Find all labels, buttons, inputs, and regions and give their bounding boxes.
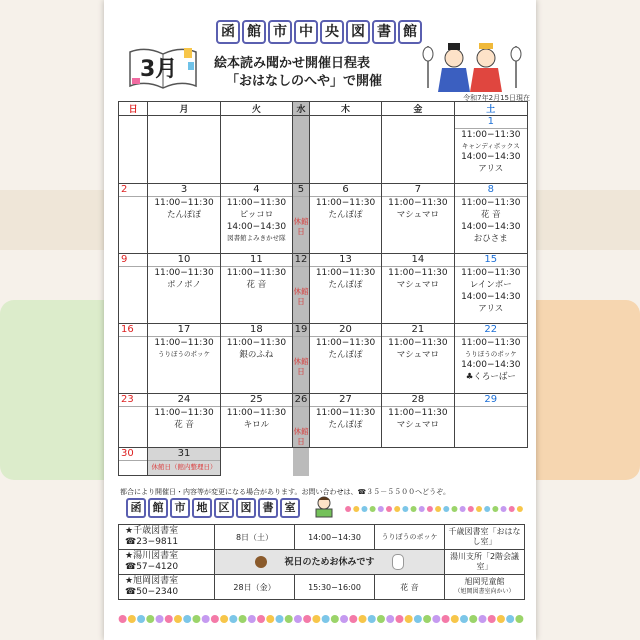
event-time: 11:00−11:30 <box>461 198 521 208</box>
event-group: 花 音 <box>174 420 194 430</box>
event-time: 11:00−11:30 <box>226 338 287 348</box>
flower-dot <box>345 506 351 512</box>
day-number: 2 <box>119 184 147 197</box>
flower-dot <box>411 506 417 512</box>
day-cell <box>382 448 454 476</box>
subtitle-line-1: 絵本読み聞かせ開催日程表 <box>214 56 371 71</box>
event-group: レインボー <box>469 280 512 290</box>
flower-dot <box>229 615 237 623</box>
flower-dot <box>478 615 486 623</box>
day-cell <box>382 254 454 324</box>
closed-label: 休館日 <box>293 427 309 446</box>
day-number: 16 <box>119 324 147 337</box>
flower-dot <box>460 615 468 623</box>
reading-child-icon <box>312 496 336 518</box>
branches-title-char: 函 <box>126 498 146 518</box>
day-number: 23 <box>119 394 147 407</box>
day-number: 3 <box>148 184 219 197</box>
day-cell <box>293 254 310 324</box>
day-cell <box>148 394 220 448</box>
flower-dot <box>275 615 283 623</box>
branch-tel: ☎57−4120 <box>125 562 179 572</box>
title-char: 央 <box>320 20 344 44</box>
title-char: 館 <box>242 20 266 44</box>
day-cell <box>119 116 148 184</box>
weekday-header-row <box>119 102 528 116</box>
event-time: 11:00−11:30 <box>388 408 448 418</box>
flower-dot <box>423 615 431 623</box>
day-cell <box>293 448 310 476</box>
branch-row <box>119 550 525 575</box>
day-number: 11 <box>221 254 292 267</box>
branch-tel: ☎23−9811 <box>125 537 179 547</box>
day-cell <box>220 448 292 476</box>
event-time: 11:00−11:30 <box>388 338 448 348</box>
event-group: 図書館よみきかせ隊 <box>227 234 286 242</box>
day-number: 5 <box>293 184 309 197</box>
branch-tel: ☎50−2340 <box>125 587 179 597</box>
weekday-sun: 日 <box>119 102 148 116</box>
title-char: 館 <box>398 20 422 44</box>
event-time: 11:00−11:30 <box>461 338 521 348</box>
branch-time: 14:00−14:30 <box>295 525 375 550</box>
branches-title-char: 図 <box>236 498 256 518</box>
flower-dot <box>386 615 394 623</box>
branch-holiday <box>215 550 445 575</box>
flower-dot <box>501 506 507 512</box>
day-cell <box>454 394 527 448</box>
event-group: キロル <box>243 420 270 430</box>
day-cell <box>220 324 292 394</box>
flower-dot <box>239 615 247 623</box>
day-cell <box>454 448 527 476</box>
weekday-thu: 木 <box>309 102 381 116</box>
day-number: 7 <box>382 184 453 197</box>
day-number: 14 <box>382 254 453 267</box>
day-cell <box>119 394 148 448</box>
flower-dot <box>515 615 523 623</box>
branches-table <box>118 524 525 600</box>
flower-dot <box>405 615 413 623</box>
branch-name: ★湯川図書室 <box>125 551 179 561</box>
event-time: 11:00−11:30 <box>461 268 521 278</box>
flower-dot <box>442 615 450 623</box>
week-row <box>119 116 528 184</box>
closed-label: 休館日 <box>293 287 309 306</box>
event-group: アリス <box>478 164 504 174</box>
flower-dot <box>165 615 173 623</box>
branch-group: 花 音 <box>375 575 445 600</box>
event-time: 11:00−11:30 <box>315 268 376 278</box>
flower-dot <box>427 506 433 512</box>
day-cell <box>382 324 454 394</box>
holiday-text: 祝日のためお休みです <box>284 557 375 568</box>
day-cell <box>309 324 381 394</box>
event-time: 11:00−11:30 <box>226 268 287 278</box>
branches-title-char: 市 <box>170 498 190 518</box>
week-row <box>119 324 528 394</box>
day-number: 24 <box>148 394 219 407</box>
day-cell <box>454 184 527 254</box>
day-number: 27 <box>310 394 381 407</box>
event-group: マシュマロ <box>396 280 440 290</box>
day-cell <box>309 448 381 476</box>
event-time: 14:00−14:30 <box>461 222 521 232</box>
day-number: 8 <box>455 184 527 197</box>
closed-label: 休館日（館内整理日） <box>151 463 217 471</box>
weekday-sat: 土 <box>454 102 527 116</box>
branches-title-char: 館 <box>148 498 168 518</box>
branches-title-char: 区 <box>214 498 234 518</box>
event-time: 11:00−11:30 <box>154 338 214 348</box>
as-of-date: 令和7年2月15日現在 <box>463 94 530 102</box>
event-time: 11:00−11:30 <box>315 198 376 208</box>
event-group: マシュマロ <box>396 420 440 430</box>
week-row <box>119 254 528 324</box>
bottom-flower-border-icon <box>118 612 524 626</box>
flower-dot <box>443 506 449 512</box>
weekday-tue: 火 <box>220 102 292 116</box>
closed-label: 休館日 <box>293 217 309 236</box>
flower-dot <box>202 615 210 623</box>
event-group: ポノポノ <box>167 280 202 290</box>
flower-dot <box>192 615 200 623</box>
day-cell <box>454 324 527 394</box>
day-cell <box>119 254 148 324</box>
event-time: 14:00−14:30 <box>461 152 521 162</box>
event-group: ♣くろーばー <box>465 372 516 382</box>
branch-name: ★千歳図書室 <box>125 526 179 536</box>
day-cell <box>382 116 454 184</box>
notice-text: 都合により開催日・内容等が変更になる場合があります。お問い合わせは、☎３５－５５００へどうぞ。 <box>120 488 451 496</box>
flower-dot <box>303 615 311 623</box>
event-group: キャンディボックス <box>461 142 520 150</box>
day-number: 17 <box>148 324 219 337</box>
flower-dot <box>368 615 376 623</box>
branch-date: 8日（土） <box>215 525 295 550</box>
event-time: 14:00−14:30 <box>461 360 521 370</box>
event-group: おひさま <box>473 234 508 244</box>
flower-dot <box>146 615 154 623</box>
flower-dot <box>248 615 256 623</box>
week-row <box>119 184 528 254</box>
flower-dot <box>517 506 523 512</box>
branch-name-cell <box>119 575 215 600</box>
event-time: 14:00−14:30 <box>461 292 521 302</box>
event-time: 11:00−11:30 <box>226 408 287 418</box>
event-group: 花 音 <box>480 210 501 220</box>
flower-dot <box>506 615 514 623</box>
schedule-sheet <box>104 0 536 640</box>
event-group: たんぽぽ <box>328 420 363 430</box>
day-number: 10 <box>148 254 219 267</box>
event-time: 11:00−11:30 <box>315 338 376 348</box>
branches-title-char: 室 <box>280 498 300 518</box>
calendar-body <box>119 116 528 476</box>
branch-place-cell <box>445 575 525 600</box>
branches-title <box>126 498 300 518</box>
flower-dot <box>451 615 459 623</box>
branch-group: うりぼうのポッケ <box>375 525 445 550</box>
flower-dot <box>402 506 408 512</box>
branch-name-cell <box>119 550 215 575</box>
branch-date: 28日（金） <box>215 575 295 600</box>
title-char: 函 <box>216 20 240 44</box>
flower-dot <box>488 615 496 623</box>
flower-dot <box>359 615 367 623</box>
day-number: 21 <box>382 324 453 337</box>
hina-dolls-icon <box>422 38 522 94</box>
month-label: 3月 <box>140 57 178 82</box>
day-number: 31 <box>148 448 219 461</box>
title-char: 図 <box>346 20 370 44</box>
flower-dot <box>386 506 392 512</box>
flower-dot <box>257 615 265 623</box>
flower-dot <box>128 615 136 623</box>
day-number: 26 <box>294 394 308 405</box>
flower-dot <box>174 615 182 623</box>
branch-place: 千歳図書室「おはなし室」 <box>445 525 525 550</box>
flower-dot <box>378 506 384 512</box>
event-group: ピッコロ <box>239 210 274 220</box>
title-char: 書 <box>372 20 396 44</box>
day-cell <box>220 116 292 184</box>
flower-dot <box>285 615 293 623</box>
flower-dot <box>331 615 339 623</box>
day-cell <box>148 116 220 184</box>
weekday-fri: 金 <box>382 102 454 116</box>
day-cell <box>220 394 292 448</box>
event-group: マシュマロ <box>396 210 440 220</box>
event-group: うりぼうのポッケ <box>158 350 211 358</box>
day-cell <box>148 448 220 476</box>
flower-dot <box>460 506 466 512</box>
weekday-wed: 水 <box>293 102 310 116</box>
flower-dot <box>312 615 320 623</box>
flower-dot <box>377 615 385 623</box>
flower-dot <box>340 615 348 623</box>
calendar-table <box>118 101 528 476</box>
title-char: 中 <box>294 20 318 44</box>
weekday-mon: 月 <box>148 102 220 116</box>
month-badge <box>128 44 198 90</box>
flower-dot <box>349 615 357 623</box>
event-group: 銀のふね <box>239 350 274 360</box>
event-time: 11:00−11:30 <box>154 408 214 418</box>
flower-dot <box>435 506 441 512</box>
week-row <box>119 448 528 476</box>
day-cell <box>382 394 454 448</box>
day-number: 15 <box>455 254 527 267</box>
flower-dot <box>322 615 330 623</box>
day-number: 9 <box>119 254 147 267</box>
flower-dot <box>468 506 474 512</box>
event-time: 11:00−11:30 <box>226 198 287 208</box>
event-group: 花 音 <box>246 280 267 290</box>
day-number: 6 <box>310 184 381 197</box>
day-number: 1 <box>455 116 527 129</box>
day-number: 22 <box>455 324 527 337</box>
flower-dot <box>394 506 400 512</box>
day-cell <box>454 116 527 184</box>
day-cell <box>220 254 292 324</box>
branch-row <box>119 575 525 600</box>
flower-dot <box>492 506 498 512</box>
branch-name: ★旭岡図書室 <box>125 576 179 586</box>
day-number: 13 <box>310 254 381 267</box>
day-cell <box>382 184 454 254</box>
week-row <box>119 394 528 448</box>
day-cell <box>293 184 310 254</box>
flower-dot <box>211 615 219 623</box>
flower-dot <box>353 506 359 512</box>
day-number: 19 <box>294 324 308 335</box>
flower-dot <box>497 615 505 623</box>
branch-place-note: （旭岡図書室向かい） <box>454 588 515 595</box>
day-cell <box>220 184 292 254</box>
flower-dot <box>451 506 457 512</box>
event-group: マシュマロ <box>396 350 440 360</box>
flower-dot <box>484 506 490 512</box>
day-cell <box>309 116 381 184</box>
day-number: 12 <box>294 254 308 265</box>
flower-dot <box>183 615 191 623</box>
branch-place: 湯川支所「2階会議室」 <box>445 550 525 575</box>
title-char: 市 <box>268 20 292 44</box>
flower-dot <box>119 615 127 623</box>
branch-place: 旭岡児童館 <box>464 577 505 586</box>
flower-dot <box>395 615 403 623</box>
background-green-block <box>0 300 120 480</box>
event-time: 11:00−11:30 <box>388 268 448 278</box>
event-time: 11:00−11:30 <box>154 268 214 278</box>
day-cell <box>309 184 381 254</box>
rabbit-icon <box>392 554 404 570</box>
flower-dot <box>469 615 477 623</box>
flower-dot <box>432 615 440 623</box>
day-number: 30 <box>119 448 147 461</box>
day-cell <box>293 324 310 394</box>
closed-label: 休館日 <box>293 357 309 376</box>
flower-dot <box>266 615 274 623</box>
flower-dot <box>361 506 367 512</box>
day-cell <box>309 254 381 324</box>
branch-name-cell <box>119 525 215 550</box>
day-cell <box>148 324 220 394</box>
flower-dot <box>509 506 515 512</box>
flower-dot <box>419 506 425 512</box>
event-time: 11:00−11:30 <box>315 408 376 418</box>
flower-dot <box>156 615 164 623</box>
day-number: 18 <box>221 324 292 337</box>
day-cell <box>309 394 381 448</box>
branch-time: 15:30−16:00 <box>295 575 375 600</box>
flower-dot <box>137 615 145 623</box>
event-time: 11:00−11:30 <box>388 198 448 208</box>
day-number: 25 <box>221 394 292 407</box>
event-group: うりぼうのポッケ <box>464 350 517 358</box>
day-number: 28 <box>382 394 453 407</box>
day-cell <box>119 324 148 394</box>
event-group: たんぽぽ <box>328 350 363 360</box>
event-time: 14:00−14:30 <box>226 222 287 232</box>
event-group: たんぽぽ <box>167 210 202 220</box>
event-group: たんぽぽ <box>328 280 363 290</box>
branch-row <box>119 525 525 550</box>
day-cell <box>293 116 310 184</box>
day-number: 29 <box>455 394 527 407</box>
bear-icon <box>255 556 267 568</box>
flower-dot <box>370 506 376 512</box>
day-cell <box>293 394 310 448</box>
flower-dot <box>294 615 302 623</box>
flower-dot <box>476 506 482 512</box>
event-group: アリス <box>478 304 504 314</box>
day-cell <box>454 254 527 324</box>
day-number: 20 <box>310 324 381 337</box>
event-time: 11:00−11:30 <box>154 198 214 208</box>
flower-garland-icon <box>344 505 524 513</box>
day-cell <box>119 184 148 254</box>
event-group: たんぽぽ <box>328 210 363 220</box>
background-orange-block <box>520 300 640 480</box>
day-cell <box>119 448 148 476</box>
event-time: 11:00−11:30 <box>461 130 521 140</box>
day-number: 4 <box>221 184 292 197</box>
flower-dot <box>220 615 228 623</box>
branches-title-char: 書 <box>258 498 278 518</box>
subtitle-line-2: 「おはなしのへや」で開催 <box>226 74 383 89</box>
day-cell <box>148 254 220 324</box>
day-cell <box>148 184 220 254</box>
main-title <box>216 20 422 44</box>
branches-title-char: 地 <box>192 498 212 518</box>
flower-dot <box>414 615 422 623</box>
